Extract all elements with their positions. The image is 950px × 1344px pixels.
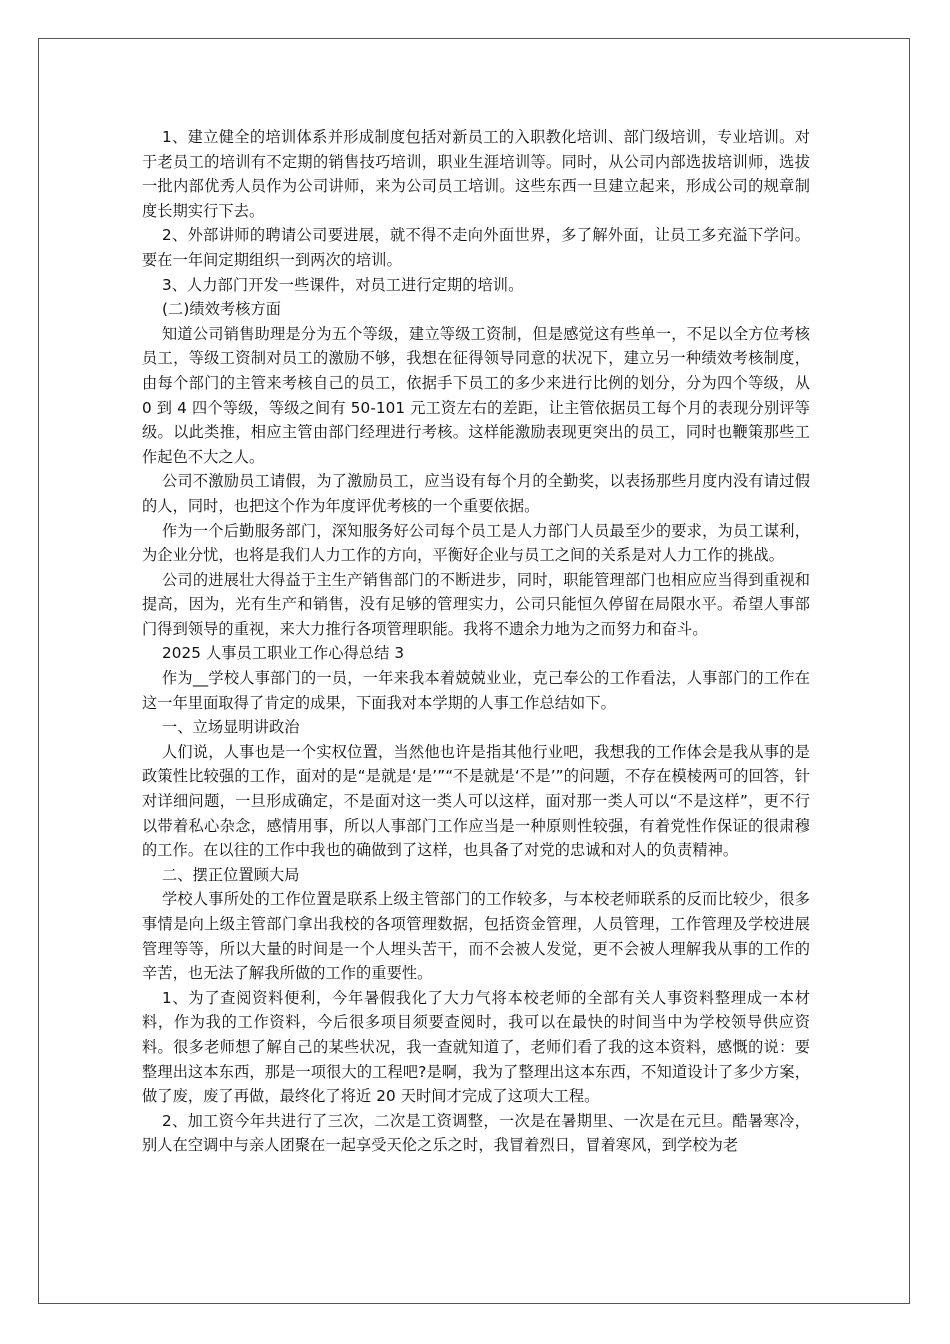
paragraph-attendance-award: 公司不激励员工请假，为了激励员工，应当设有每个月的全勤奖，以表扬那些月度内没有请过假的人，同时，也把这个作为年度评优考核的一个重要依据。 (142, 472, 810, 515)
section-title-summary-3: 2025 人事员工职业工作心得总结 3 (162, 644, 405, 663)
paragraph-courseware: 3、人力部门开发一些课件，对员工进行定期的培训。 (162, 275, 524, 294)
paragraph-intro: 作为__学校人事部门的一员，一年来我本着兢兢业业，克己奉公的工作看法，人事部门的工作在这一年里面取得了肯定的成果，下面我对本学期的人事工作总结如下。 (142, 669, 810, 712)
paragraph-training-system: 1、建立健全的培训体系并形成制度包括对新员工的入职教化培训、部门级培训，专业培训。对于老员工的培训有不定期的销售技巧培训，职业生涯培训等。同时，从公司内部选拔培训师，选拔一批内部优秀人员作为公司讲师，来为公司员工培训。这些东西一旦建立起来，形成公司的规章制度长期实行下去。 (142, 128, 810, 220)
paragraph-company-growth: 公司的进展壮大得益于主生产销售部门的不断进步，同时，职能管理部门也相应应当得到重视和提高，因为，光有生产和销售，没有足够的管理实力，公司只能恒久停留在局限水平。希望人事部门得到领导的重视，来大力推行各项管理职能。我将不遗余力地为之而努力和奋斗。 (142, 570, 810, 638)
document-body (142, 125, 810, 1158)
paragraph-grading-system: 知道公司销售助理是分为五个等级，建立等级工资制，但是感觉这有些单一，不足以全方位考核员工，等级工资制对员工的激励不够，我想在征得领导同意的状况下，建立另一种绩效考核制度，由每个部门的主管来考核自己的员工，依据手下员工的多少来进行比例的划分，分为四个等级，从 0 到 4 四个等级，等级之间有 50-101 元工资左右的差距，让主管依据员工每个月的表现分别评等级。以此类推，相应主管由部门经理进行考核。这样能激励表现更突出的员工，同时也鞭策那些工作起色不大之人。 (142, 324, 810, 466)
paragraph-data-compilation: 1、为了查阅资料便利，今年暑假我化了大力气将本校老师的全部有关人事资料整理成一本材料，作为我的工作资料，今后很多项目须要查阅时，我可以在最快的时间当中为学校领导供应资料。很多老师想了解自己的某些状况，我一查就知道了，老师们看了我的这本资料，感慨的说：要整理出这本东西，那是一项很大的工程吧?是啊，我为了整理出这本东西，不知道设计了多少方案，做了废，废了再做，最终化了将近 20 天时间才完成了这项大工程。 (142, 988, 810, 1106)
paragraph-principles: 人们说，人事也是一个实权位置，当然他也许是指其他行业吧，我想我的工作体会是我从事的是政策性比较强的工作，面对的是“是就是‘是’”“不是就是‘不是’”的问题，不存在模棱两可的回答，针对详细问题，一旦形成确定，不是面对这一类人可以这样，面对那一类人可以“不是这样”，更不行以带着私心杂念，感情用事，所以人事部门工作应当是一种原则性较强，有着党性作保证的很肃穆的工作。在以往的工作中我也的确做到了这样，也具备了对党的忠诚和对人的负责精神。 (142, 742, 810, 860)
section-heading-politics: 一、立场显明讲政治 (162, 718, 300, 737)
paragraph-external-lecturers: 2、外部讲师的聘请公司要进展，就不得不走向外面世界，多了解外面，让员工多充溢下学问。要在一年间定期组织一到两次的培训。 (142, 226, 810, 269)
section-heading-position: 二、摆正位置顾大局 (162, 865, 300, 884)
paragraph-salary-adjustment: 2、加工资今年共进行了三次，二次是工资调整，一次是在暑期里、一次是在元旦。酷暑寒冷，别人在空调中与亲人团聚在一起享受天伦之乐之时，我冒着烈日，冒着寒风，到学校为老 (142, 1111, 810, 1155)
paragraph-service-department: 作为一个后勤服务部门，深知服务好公司每个员工是人力部门人员最至少的要求，为员工谋利，为企业分忧，也将是我们人力工作的方向，平衡好企业与员工之间的关系是对人力工作的挑战。 (142, 521, 810, 565)
paragraph-work-position: 学校人事所处的工作位置是联系上级主管部门的工作较多，与本校老师联系的反而比较少，很多事情是向上级主管部门拿出我校的各项管理数据，包括资金管理，人员管理，工作管理及学校进展管理等等，所以大量的时间是一个人埋头苦干，而不会被人发觉，更不会被人理解我从事的工作的辛苦，也无法了解我所做的工作的重要性。 (142, 890, 810, 983)
section-heading-performance: (二)绩效考核方面 (162, 300, 282, 319)
